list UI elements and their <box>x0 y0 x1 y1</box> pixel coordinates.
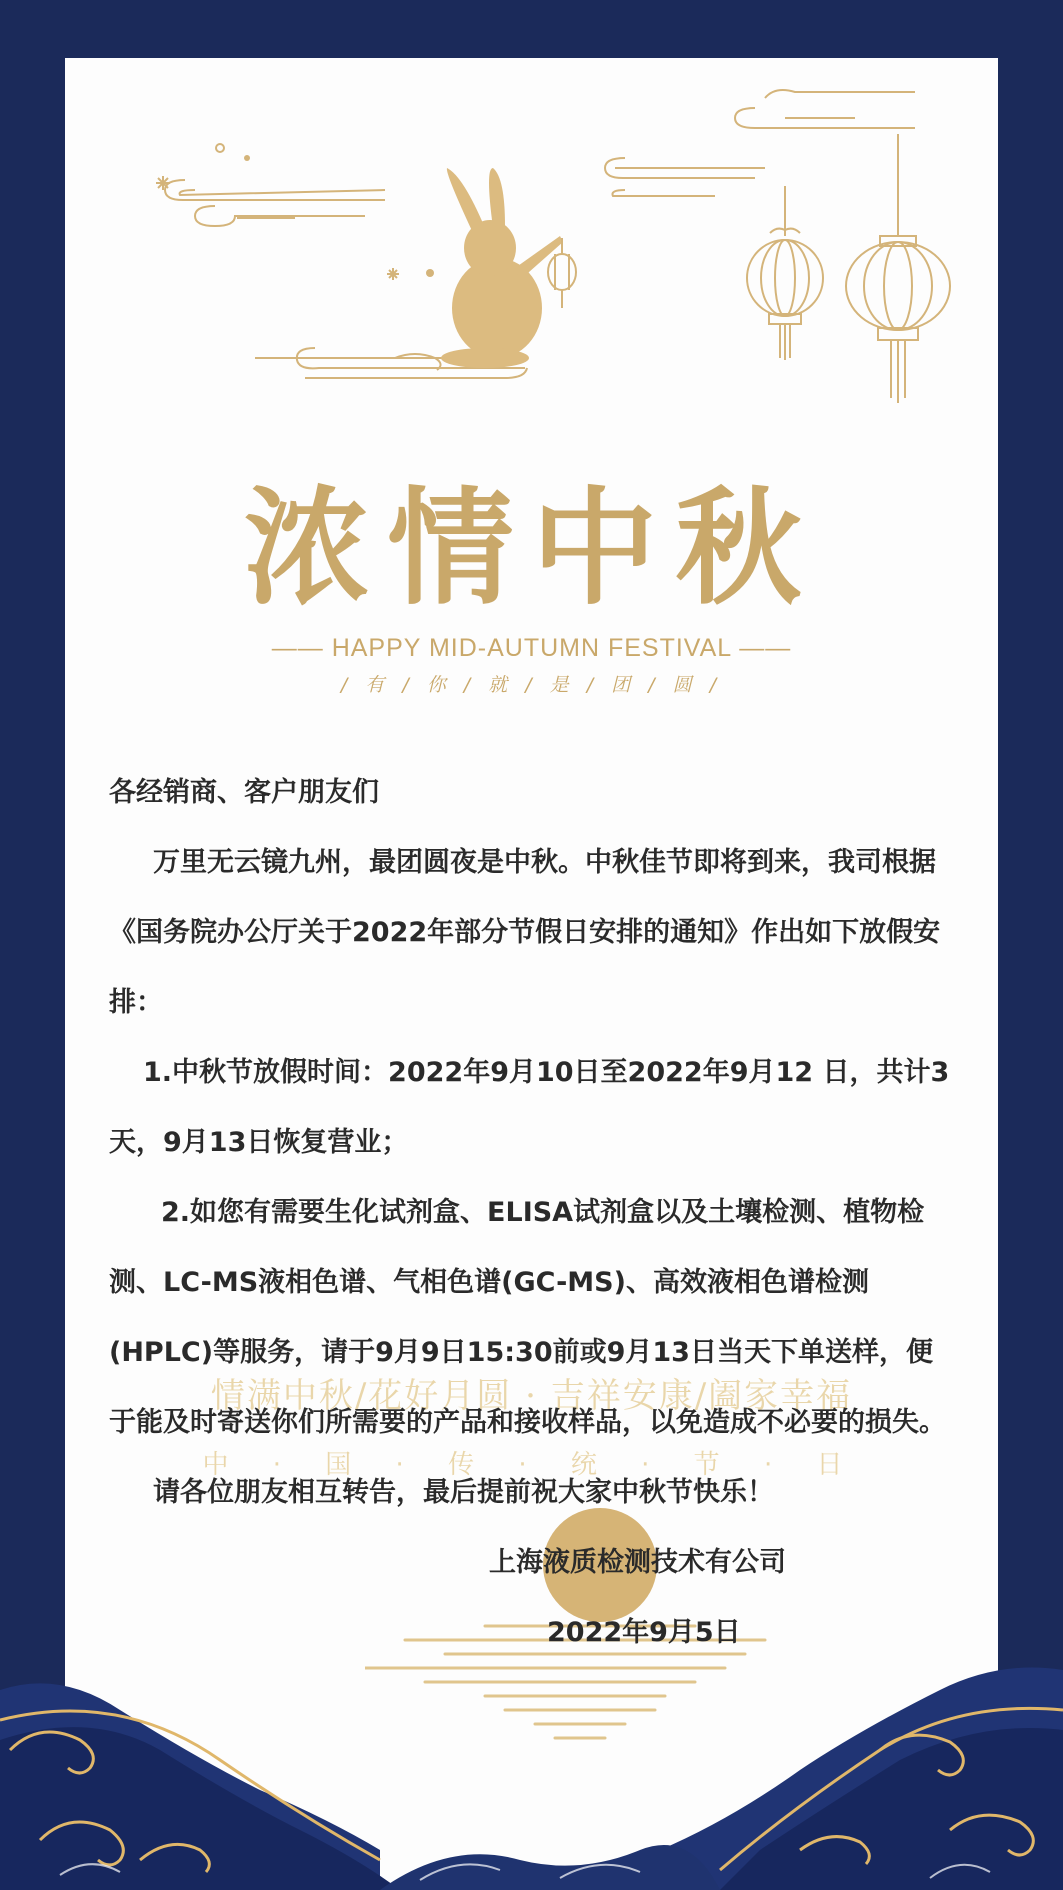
notice-item-2: 2.如您有需要生化试剂盒、ELISA试剂盒以及土壤检测、植物检测、LC-MS液相色谱、气相色谱(GC-MS)、高效液相色谱检测(HPLC)等服务，请于9月9日15:30前或9月13日当天下单送样，便于能及时寄送你们所需要的产品和接收样品，以免造成不必要的损失。 <box>109 1197 946 1438</box>
poster-card <box>65 58 998 1890</box>
notice-body <box>109 758 959 1668</box>
notice-date: 2022年9月5日 <box>547 1617 741 1648</box>
notice-intro: 万里无云镜九州，最团圆夜是中秋。中秋佳节即将到来，我司根据《国务院办公厅关于2022年部分节假日安排的通知》作出如下放假安排： <box>109 847 941 1018</box>
notice-item-1: 1.中秋节放假时间：2022年9月10日至2022年9月12 日，共计3天，9月13日恢复营业； <box>109 1057 950 1158</box>
notice-signature: 上海液质检测技术有公司 <box>489 1547 786 1578</box>
festival-title: 浓情中秋 <box>243 474 820 622</box>
decoration-waves <box>0 1650 1063 1890</box>
decoration-top <box>65 58 998 478</box>
watermark-subtitle: 中 · 国 · 传 · 统 · 节 · 日 <box>202 1450 861 1480</box>
notice-greeting: 各经销商、客户朋友们 <box>109 777 379 808</box>
notice-closing: 请各位朋友相互转告，最后提前祝大家中秋节快乐！ <box>153 1477 774 1508</box>
festival-subtitle: —— HAPPY MID-AUTUMN FESTIVAL —— <box>271 634 792 662</box>
watermark-slogan: 情满中秋/花好月圆 · 吉祥安康/阖家幸福 <box>210 1376 853 1416</box>
festival-tagline: / 有 / 你 / 就 / 是 / 团 / 圆 / <box>340 674 723 696</box>
